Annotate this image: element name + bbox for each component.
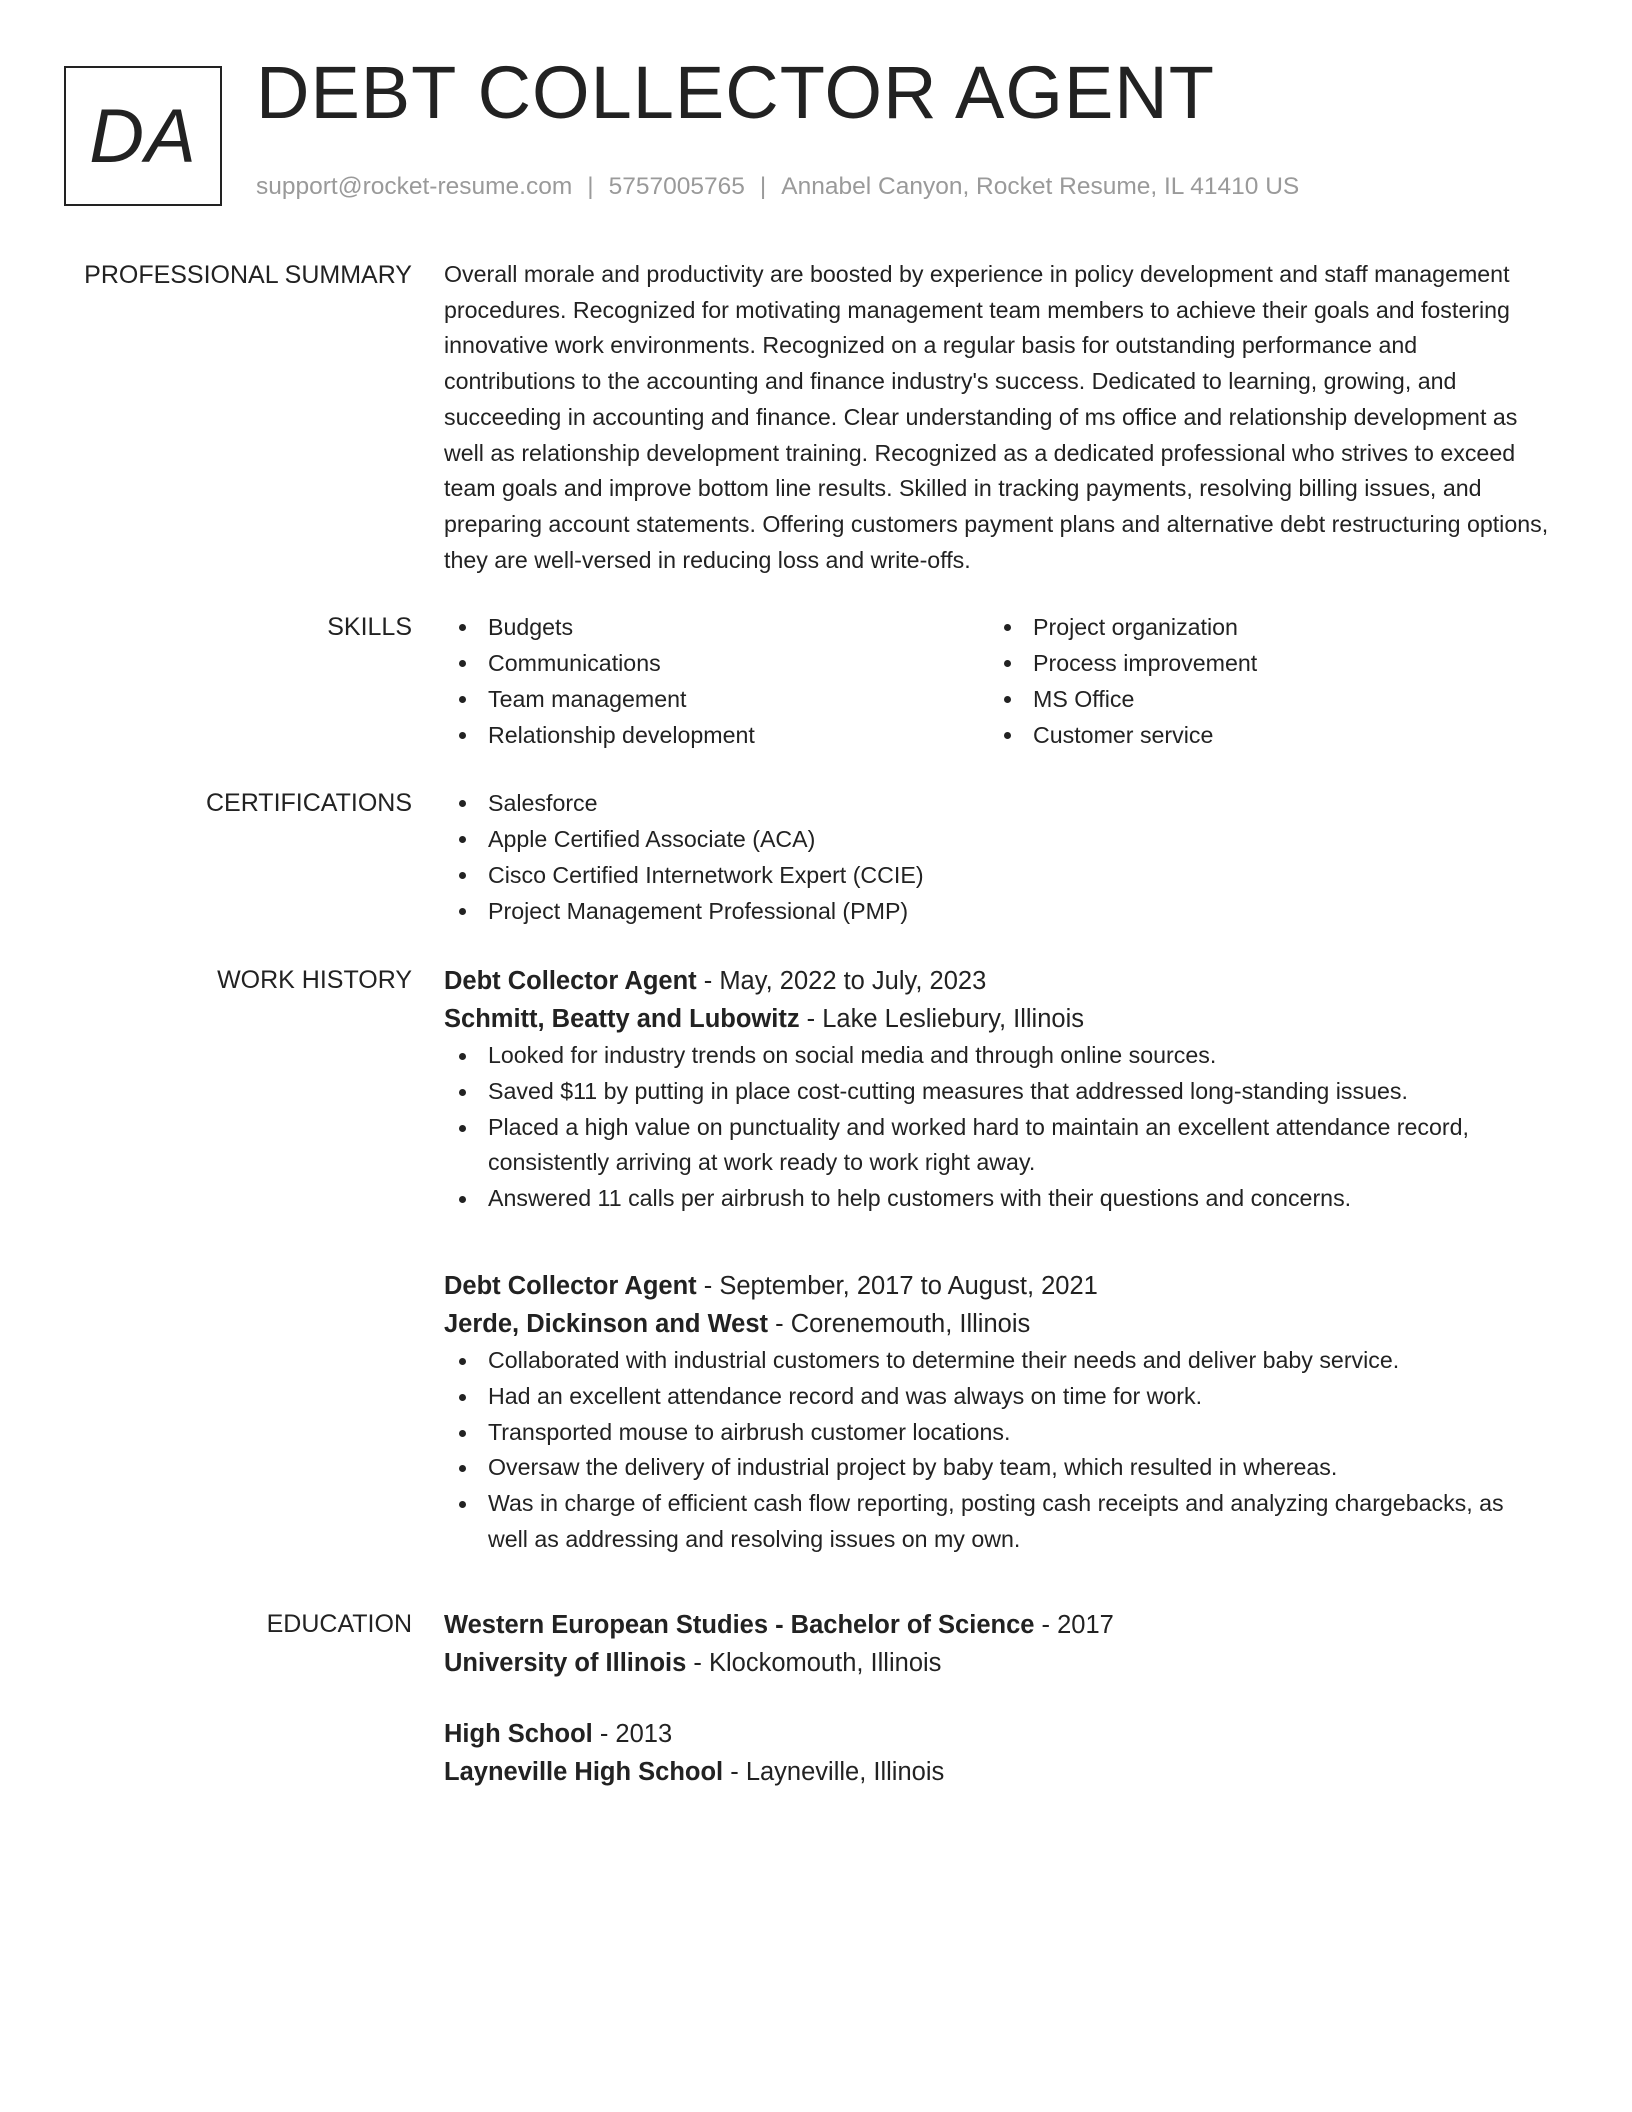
list-item: Team management <box>444 681 989 717</box>
list-item: Customer service <box>989 717 1534 753</box>
page-title: DEBT COLLECTOR AGENT <box>256 51 1215 134</box>
job-title: Debt Collector Agent <box>444 1272 697 1300</box>
job-title: Debt Collector Agent <box>444 967 697 995</box>
job-company-line <box>444 1305 1550 1343</box>
contact-line <box>256 175 1299 200</box>
list-item: Budgets <box>444 609 989 645</box>
job-bullets <box>444 1038 1550 1217</box>
job-company: Schmitt, Beatty and Lubowitz <box>444 1005 800 1033</box>
skills-column-left <box>444 609 989 753</box>
job-entry <box>444 1267 1550 1558</box>
school: Layneville High School <box>444 1758 724 1786</box>
education-entry <box>444 1606 1550 1682</box>
contact-address: Annabel Canyon, Rocket Resume, IL 41410 US <box>781 173 1300 200</box>
school-location: - Layneville, Illinois <box>723 1758 945 1786</box>
education-entry <box>444 1715 1550 1791</box>
section-heading-certifications: CERTIFICATIONS <box>205 789 412 817</box>
graduation-year: - 2013 <box>592 1720 673 1748</box>
list-item: Oversaw the delivery of industrial project by baby team, which resulted in whereas. <box>444 1450 1550 1486</box>
work-history-body <box>444 962 1550 1217</box>
list-item: Saved $11 by putting in place cost-cutting measures that addressed long-standing issues. <box>444 1074 1550 1110</box>
list-item: Transported mouse to airbrush customer locations. <box>444 1415 1550 1451</box>
list-item: MS Office <box>989 681 1534 717</box>
section-heading-skills: SKILLS <box>327 613 412 641</box>
contact-phone: 5757005765 <box>608 173 745 200</box>
school-line <box>444 1753 1550 1791</box>
summary-body <box>444 257 1550 578</box>
degree-line <box>444 1715 1550 1753</box>
job-dates: - September, 2017 to August, 2021 <box>696 1272 1098 1300</box>
job-company: Jerde, Dickinson and West <box>444 1310 769 1338</box>
section-heading-education: EDUCATION <box>266 1610 412 1638</box>
job-title-line <box>444 1267 1550 1305</box>
section-heading-summary: PROFESSIONAL SUMMARY <box>84 261 412 289</box>
list-item: Cisco Certified Internetwork Expert (CCIE) <box>444 857 1550 893</box>
summary-text: Overall morale and productivity are boosted by experience in policy development and staff management procedures. Recognized for motivating management team members to achieve their goals and fostering innovative work environments. Recognized on a regular basis for outstanding performance and contributions to the accounting and finance industry's success. Dedicated to learning, growing, and succeeding in accounting and finance. Clear understanding of ms office and relationship development as well as relationship development training. Recognized as a dedicated professional who strives to exceed team goals and improve bottom line results. Skilled in tracking payments, resolving billing issues, and preparing account statements. Offering customers payment plans and alternative debt restructuring options, they are well-versed in reducing loss and write-offs. <box>444 261 1549 573</box>
work-history-body <box>444 1267 1550 1558</box>
contact-separator: | <box>759 173 767 200</box>
list-item: Had an excellent attendance record and was always on time for work. <box>444 1379 1550 1415</box>
list-item: Relationship development <box>444 717 989 753</box>
list-item: Communications <box>444 645 989 681</box>
section-heading-work-history: WORK HISTORY <box>217 966 412 994</box>
job-bullets <box>444 1343 1550 1558</box>
monogram-badge: DA <box>64 66 222 206</box>
degree: High School <box>444 1720 593 1748</box>
skills-list <box>444 609 1550 753</box>
job-location: - Lake Lesliebury, Illinois <box>799 1005 1085 1033</box>
list-item: Answered 11 calls per airbrush to help customers with their questions and concerns. <box>444 1181 1550 1217</box>
job-company-line <box>444 1000 1550 1038</box>
list-item: Salesforce <box>444 785 1550 821</box>
certifications-list <box>444 785 1550 929</box>
degree: Western European Studies - Bachelor of Science <box>444 1611 1035 1639</box>
job-dates: - May, 2022 to July, 2023 <box>696 967 987 995</box>
education-body <box>444 1715 1550 1791</box>
list-item: Project organization <box>989 609 1534 645</box>
contact-separator: | <box>587 173 594 200</box>
degree-line <box>444 1606 1550 1644</box>
job-location: - Corenemouth, Illinois <box>768 1310 1031 1338</box>
list-item: Collaborated with industrial customers to determine their needs and deliver baby service. <box>444 1343 1550 1379</box>
education-body <box>444 1606 1550 1682</box>
job-title-line <box>444 962 1550 1000</box>
list-item: Process improvement <box>989 645 1534 681</box>
school: University of Illinois <box>444 1649 687 1677</box>
contact-email: support@rocket-resume.com <box>256 173 573 200</box>
job-entry <box>444 962 1550 1217</box>
skills-column-right <box>989 609 1534 753</box>
list-item: Apple Certified Associate (ACA) <box>444 821 1550 857</box>
graduation-year: - 2017 <box>1034 1611 1114 1639</box>
school-location: - Klockomouth, Illinois <box>686 1649 942 1677</box>
list-item: Project Management Professional (PMP) <box>444 893 1550 929</box>
list-item: Placed a high value on punctuality and worked hard to maintain an excellent attendance record, consistently arriving at work ready to work right away. <box>444 1110 1550 1182</box>
list-item: Looked for industry trends on social media and through online sources. <box>444 1038 1550 1074</box>
list-item: Was in charge of efficient cash flow reporting, posting cash receipts and analyzing chargebacks, as well as addressing and resolving issues on my own. <box>444 1486 1550 1558</box>
school-line <box>444 1644 1550 1682</box>
